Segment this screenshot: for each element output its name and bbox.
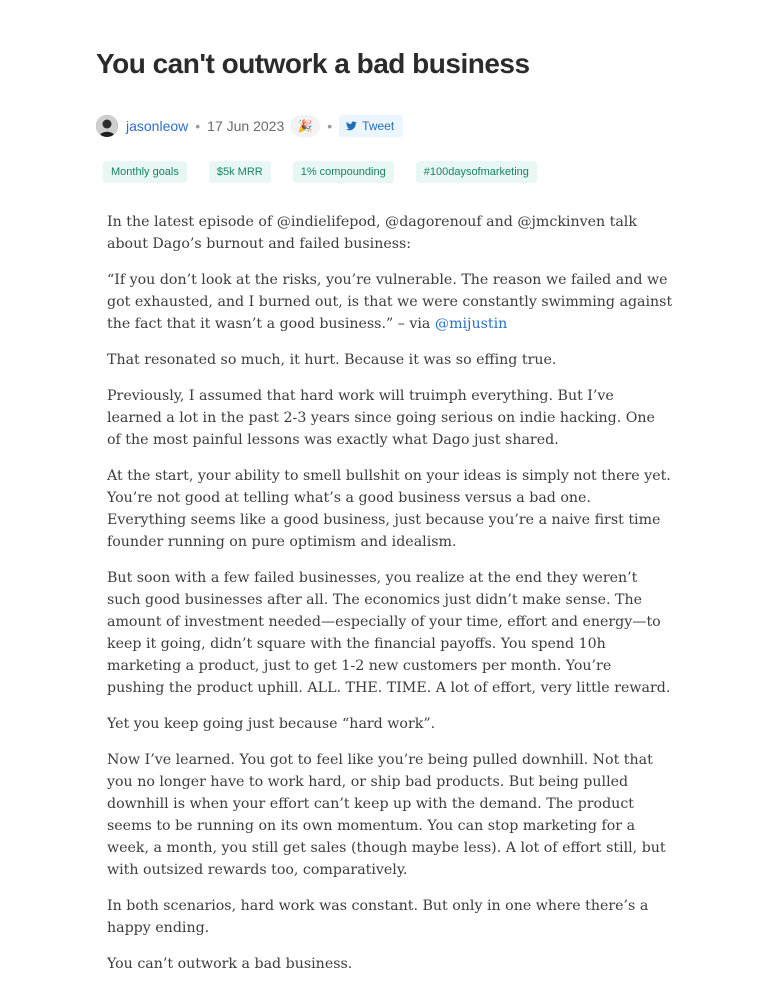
post-date: 17 Jun 2023 (207, 118, 285, 134)
tweet-label: Tweet (362, 119, 395, 133)
tag-100daysofmarketing[interactable]: #100daysofmarketing (416, 161, 537, 183)
paragraph: Yet you keep going just because “hard work”. (107, 716, 436, 732)
party-popper-icon[interactable]: 🎉 (290, 115, 320, 137)
article-body (107, 211, 673, 989)
article-title: You can't outwork a bad business (96, 48, 530, 79)
tag-5k-mrr[interactable]: $5k MRR (209, 161, 271, 183)
paragraph: That resonated so much, it hurt. Because it was so effing true. (107, 352, 557, 368)
paragraph: Now I’ve learned. You got to feel like you’re being pulled downhill. Not that you no longer have to work hard, or ship bad products. But being pulled downhill is when your effort can’t keep up with the demand. The product seems to be running on its own momentum. You can stop marketing for a week, a month, you still get sales (though maybe less). A lot of effort still, but with outsized rewards too, comparatively. (107, 752, 666, 878)
paragraph: In both scenarios, hard work was constant. But only in one where there’s a happy ending. (107, 898, 649, 936)
quote-text: “If you don’t look at the risks, you’re vulnerable. The reason we failed and we got exhausted, and I burned out, is that we were constantly swimming against the fact that it wasn’t a good business.” – via (107, 272, 673, 332)
paragraph-quote (107, 269, 673, 335)
paragraph: At the start, your ability to smell bullshit on your ideas is simply not there yet. You’re not good at telling what’s a good business versus a bad one. Everything seems like a good business, just because you’re a naive first time founder running on pure optimism and idealism. (107, 468, 671, 550)
twitter-bird-icon (346, 121, 357, 131)
paragraph: Previously, I assumed that hard work will truimph everything. But I’ve learned a lot in the past 2-3 years since going serious on indie hacking. One of the most painful lessons was exactly what Dago just shared. (107, 388, 655, 448)
author-link[interactable]: jasonleow (126, 118, 189, 134)
paragraph: In the latest episode of @indielifepod, @dagorenouf and @jmckinven talk about Dago’s burnout and failed business: (107, 214, 637, 252)
article-meta (96, 114, 403, 138)
mention-link-mijustin[interactable]: @mijustin (434, 316, 508, 332)
tweet-button[interactable] (339, 115, 403, 137)
paragraph: You can’t outwork a bad business. (107, 956, 353, 972)
tag-1-percent-compounding[interactable]: 1% compounding (293, 161, 394, 183)
avatar[interactable] (96, 115, 118, 137)
meta-separator: • (327, 118, 333, 134)
paragraph: But soon with a few failed businesses, you realize at the end they weren’t such good businesses after all. The economics just didn’t make sense. The amount of investment needed—especially of your time, effort and energy—to keep it going, didn’t square with the financial payoffs. You spend 10h marketing a product, just to get 1-2 new customers per month. You’re pushing the product uphill. ALL. THE. TIME. A lot of effort, very little reward. (107, 570, 671, 696)
meta-separator: • (195, 118, 201, 134)
tag-list (103, 161, 559, 183)
avatar-icon (96, 115, 118, 137)
tag-monthly-goals[interactable]: Monthly goals (103, 161, 187, 183)
